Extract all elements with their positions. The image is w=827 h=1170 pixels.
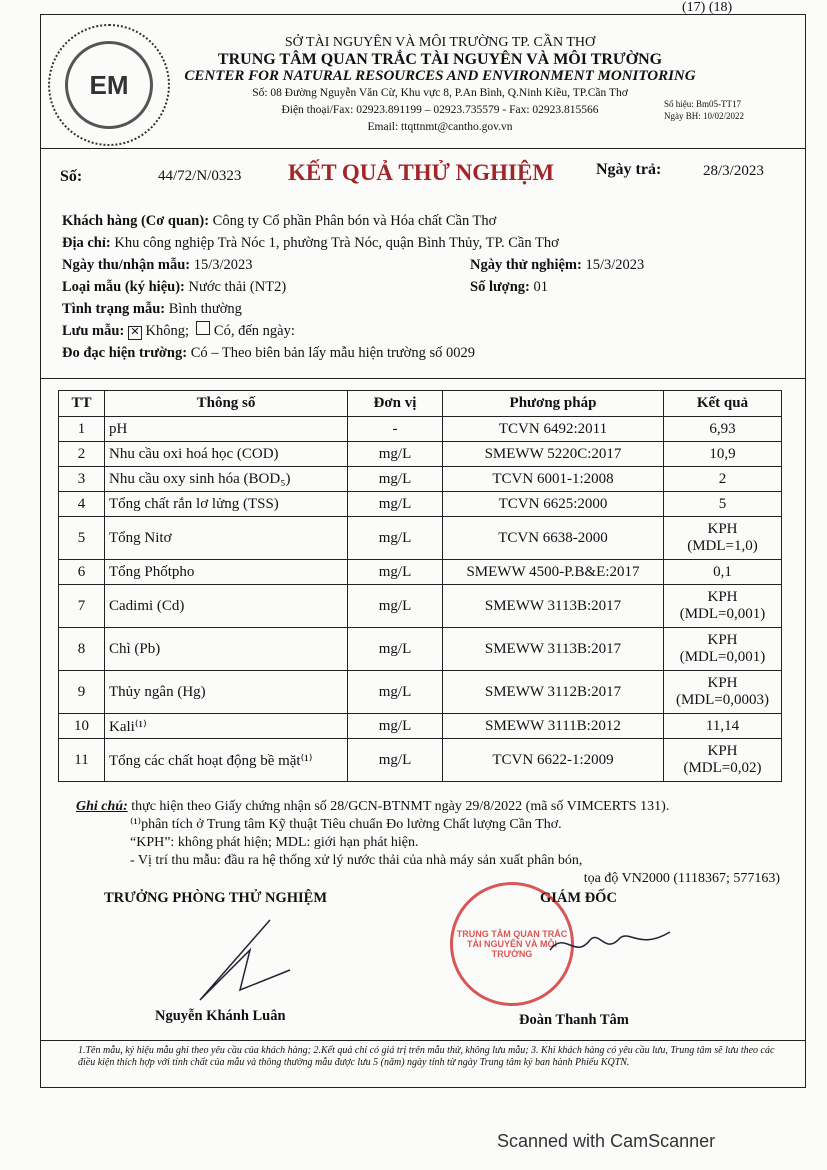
center-name-en: CENTER FOR NATURAL RESOURCES AND ENVIRONMENT MONITORING	[184, 68, 696, 84]
method: TCVN 6622-1:2009	[443, 739, 664, 782]
issue-date: Ngày BH: 10/02/2022	[664, 111, 744, 121]
method: TCVN 6492:2011	[443, 417, 664, 442]
col-tt: TT	[59, 391, 105, 417]
official-stamp: TRUNG TÂM QUAN TRẮC TÀI NGUYÊN VÀ MÔI TRƯỜNG	[450, 882, 574, 1006]
scanner-watermark: Scanned with CamScanner	[497, 1131, 716, 1151]
result: 0,1	[664, 560, 782, 585]
method: SMEWW 3113B:2017	[443, 585, 664, 628]
center-address: Số: 08 Đường Nguyễn Văn Cừ, Khu vực 8, P.An Bình, Q.Ninh Kiều, TP.Cần Thơ	[252, 87, 628, 99]
result: KPH (MDL=1,0)	[664, 517, 782, 560]
customer-info: Khách hàng (Cơ quan): Công ty Cổ phần Phân bón và Hóa chất Cần Thơ Địa chỉ: Khu công nghiệp Trà Nóc 1, phường Trà Nóc, quận Bình Thủy, TP. Cần Thơ Ngày thu/nhận mẫu: 15/3/2023 Loại mẫu (ký hiệu): Nước thải (NT2) Tình trạng mẫu: Bình thường Lưu mẫu: ✕ Không; Có, đến ngày: Đo đạc hiện trường: Có – Theo biên bản lấy mẫu hiện trường số 0029	[62, 213, 559, 361]
parameter: Chì (Pb)	[105, 628, 348, 671]
parameter: Thủy ngân (Hg)	[105, 671, 348, 714]
director-name: Đoàn Thanh Tâm	[519, 1012, 629, 1028]
method: SMEWW 3111B:2012	[443, 714, 664, 739]
checked-box-icon: ✕	[128, 326, 142, 340]
result: 5	[664, 492, 782, 517]
footer-note: 1.Tên mẫu, ký hiệu mẫu ghi theo yêu cầu của khách hàng; 2.Kết quả chỉ có giá trị trên mẫu thử, không lưu mẫu; 3. Khi khách hàng có yêu cầu lưu, Trung tâm sẽ lưu theo các điều kiện thích hợp với tính chất của mẫu và thông thường mẫu được lưu 5 (năm) ngày tính từ ngày Trung tâm ký ban hành Phiếu KQTN.	[78, 1045, 775, 1068]
parameter: Nhu cầu oxy sinh hóa (BOD₅)	[105, 467, 348, 492]
quantity: 01	[533, 279, 548, 295]
result: KPH (MDL=0,02)	[664, 739, 782, 782]
row-number: 2	[59, 442, 105, 467]
row-number: 6	[59, 560, 105, 585]
document-title: KẾT QUẢ THỬ NGHIỆM	[288, 160, 555, 185]
result: KPH (MDL=0,001)	[664, 585, 782, 628]
test-info: Ngày thử nghiệm: 15/3/2023 Số lượng: 01	[470, 257, 645, 295]
parameter: Kali⁽¹⁾	[105, 714, 348, 739]
customer: Công ty Cổ phần Phân bón và Hóa chất Cần Thơ	[212, 213, 497, 229]
result: 10,9	[664, 442, 782, 467]
col-unit: Đơn vị	[348, 391, 443, 417]
unit: mg/L	[348, 560, 443, 585]
row-number: 1	[59, 417, 105, 442]
return-date-label: Ngày trả:	[596, 161, 662, 178]
method: SMEWW 3113B:2017	[443, 628, 664, 671]
row-number: 11	[59, 739, 105, 782]
so-value: 44/72/N/0323	[158, 168, 242, 184]
parameter: Nhu cầu oxi hoá học (COD)	[105, 442, 348, 467]
signature-right	[545, 920, 675, 970]
center-phone: Điện thoại/Fax: 02923.891199 – 02923.735579 - Fax: 02923.815566	[281, 104, 599, 116]
col-result: Kết quả	[664, 391, 782, 417]
unit: -	[348, 417, 443, 442]
parameter: Tổng Nitơ	[105, 517, 348, 560]
received-date: 15/3/2023	[193, 257, 253, 273]
sample-type: Nước thải (NT2)	[188, 279, 287, 295]
col-method: Phương pháp	[443, 391, 664, 417]
checkbox-icon	[196, 321, 210, 335]
unit: mg/L	[348, 492, 443, 517]
table-row	[59, 739, 782, 782]
result: 11,14	[664, 714, 782, 739]
parameter: Cadimi (Cd)	[105, 585, 348, 628]
method: SMEWW 5220C:2017	[443, 442, 664, 467]
return-date-value: 28/3/2023	[703, 163, 764, 179]
table-row	[59, 560, 782, 585]
unit: mg/L	[348, 442, 443, 467]
row-number: 4	[59, 492, 105, 517]
result: 6,93	[664, 417, 782, 442]
table-row	[59, 417, 782, 442]
parameter: Tổng Phốtpho	[105, 560, 348, 585]
table-row	[59, 585, 782, 628]
col-parameter: Thông số	[105, 391, 348, 417]
parameter: Tổng các chất hoạt động bề mặt⁽¹⁾	[105, 739, 348, 782]
director-title: GIÁM ĐỐC	[540, 890, 617, 906]
form-code: Số hiệu: Bm05-TT17	[664, 99, 741, 109]
result: KPH (MDL=0,001)	[664, 628, 782, 671]
method: TCVN 6001-1:2008	[443, 467, 664, 492]
cem-logo: EM	[48, 24, 170, 146]
method: SMEWW 4500-P.B&E:2017	[443, 560, 664, 585]
parameter: pH	[105, 417, 348, 442]
address: Khu công nghiệp Trà Nóc 1, phường Trà Nóc, quận Bình Thủy, TP. Cần Thơ	[114, 235, 559, 251]
unit: mg/L	[348, 517, 443, 560]
page-number: (17) (18)	[682, 0, 733, 15]
row-number: 7	[59, 585, 105, 628]
table-row	[59, 517, 782, 560]
row-number: 3	[59, 467, 105, 492]
unit: mg/L	[348, 467, 443, 492]
unit: mg/L	[348, 739, 443, 782]
lab-head-title: TRƯỞNG PHÒNG THỬ NGHIỆM	[104, 890, 328, 906]
test-date: 15/3/2023	[585, 257, 645, 273]
unit: mg/L	[348, 628, 443, 671]
field-measurement: Có – Theo biên bản lấy mẫu hiện trường số 0029	[190, 345, 475, 361]
parameter: Tổng chất rắn lơ lửng (TSS)	[105, 492, 348, 517]
table-row	[59, 442, 782, 467]
so-label: Số:	[60, 168, 83, 185]
signature-left	[180, 910, 300, 1010]
result: 2	[664, 467, 782, 492]
center-name: TRUNG TÂM QUAN TRẮC TÀI NGUYÊN VÀ MÔI TRƯỜNG	[217, 51, 663, 68]
center-email: Email: ttqttnmt@cantho.gov.vn	[367, 121, 513, 133]
method: SMEWW 3112B:2017	[443, 671, 664, 714]
result: KPH (MDL=0,0003)	[664, 671, 782, 714]
table-row	[59, 628, 782, 671]
letterhead	[180, 34, 700, 136]
table-row	[59, 671, 782, 714]
unit: mg/L	[348, 585, 443, 628]
row-number: 8	[59, 628, 105, 671]
method: TCVN 6625:2000	[443, 492, 664, 517]
table-row	[59, 492, 782, 517]
lab-head-name: Nguyễn Khánh Luân	[155, 1008, 286, 1024]
row-number: 10	[59, 714, 105, 739]
dept-name: SỞ TÀI NGUYÊN VÀ MÔI TRƯỜNG TP. CẦN THƠ	[284, 35, 596, 50]
row-number: 9	[59, 671, 105, 714]
results-table	[58, 390, 782, 782]
row-number: 5	[59, 517, 105, 560]
table-row	[59, 714, 782, 739]
method: TCVN 6638-2000	[443, 517, 664, 560]
condition: Bình thường	[168, 301, 242, 317]
notes: Ghi chú: thực hiện theo Giấy chứng nhận số 28/GCN-BTNMT ngày 29/8/2022 (mã số VIMCERTS 131). ⁽¹⁾phân tích ở Trung tâm Kỹ thuật Tiêu chuẩn Đo lường Chất lượng Cần Thơ. “KPH”: không phát hiện; MDL: giới hạn phát hiện. - Vị trí thu mẫu: đầu ra hệ thống xử lý nước thải của nhà máy sản xuất phân bón, tọa độ VN2000 (1118367; 577163)	[76, 799, 780, 886]
unit: mg/L	[348, 671, 443, 714]
table-row	[59, 467, 782, 492]
unit: mg/L	[348, 714, 443, 739]
